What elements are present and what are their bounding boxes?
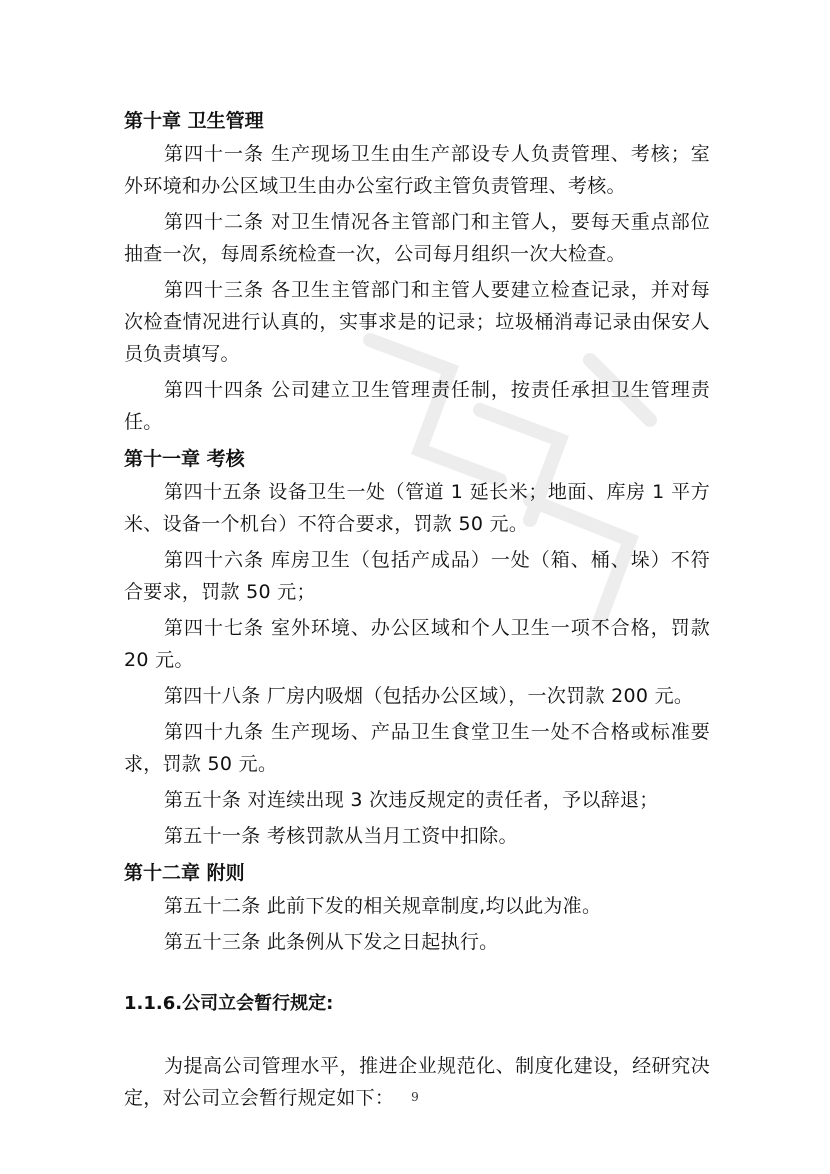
article-49: 第四十九条 生产现场、产品卫生食堂卫生一处不合格或标准要求，罚款 50 元。 — [124, 721, 710, 775]
article-46: 第四十六条 库房卫生（包括产成品）一处（箱、桶、垛）不符合要求，罚款 50 元； — [124, 549, 710, 603]
page-number: 9 — [411, 1090, 419, 1104]
section-intro: 为提高公司管理水平，推进企业规范化、制度化建设，经研究决定，对公司立会暂行规定如下： — [124, 1055, 710, 1109]
article-44: 第四十四条 公司建立卫生管理责任制，按责任承担卫生管理责任。 — [124, 379, 710, 433]
section-heading: 1.1.6.公司立会暂行规定: — [124, 993, 334, 1014]
document-body — [124, 104, 710, 1118]
article-43: 第四十三条 各卫生主管部门和主管人要建立检查记录，并对每次检查情况进行认真的，实事求是的记录；垃圾桶消毒记录由保安人员负责填写。 — [124, 279, 710, 365]
article-53: 第五十三条 此条例从下发之日起执行。 — [164, 931, 499, 953]
chapter-12-title: 第十二章 附则 — [124, 862, 245, 884]
article-48: 第四十八条 厂房内吸烟（包括办公区域），一次罚款 200 元。 — [164, 685, 694, 707]
chapter-10-title: 第十章 卫生管理 — [124, 110, 264, 132]
chapter-11-title: 第十一章 考核 — [124, 448, 245, 470]
article-47: 第四十七条 室外环境、办公区域和个人卫生一项不合格，罚款 20 元。 — [124, 617, 710, 671]
article-51: 第五十一条 考核罚款从当月工资中扣除。 — [164, 825, 518, 847]
article-50: 第五十条 对连续出现 3 次违反规定的责任者，予以辞退； — [164, 789, 659, 811]
article-52: 第五十二条 此前下发的相关规章制度,均以此为准。 — [164, 895, 602, 917]
article-41: 第四十一条 生产现场卫生由生产部设专人负责管理、考核；室外环境和办公区域卫生由办公室行政主管负责管理、考核。 — [124, 143, 710, 197]
article-45: 第四十五条 设备卫生一处（管道 1 延长米；地面、库房 1 平方米、设备一个机台）不符合要求，罚款 50 元。 — [124, 481, 710, 535]
article-42: 第四十二条 对卫生情况各主管部门和主管人，要每天重点部位抽查一次，每周系统检查一次，公司每月组织一次大检查。 — [124, 211, 710, 265]
